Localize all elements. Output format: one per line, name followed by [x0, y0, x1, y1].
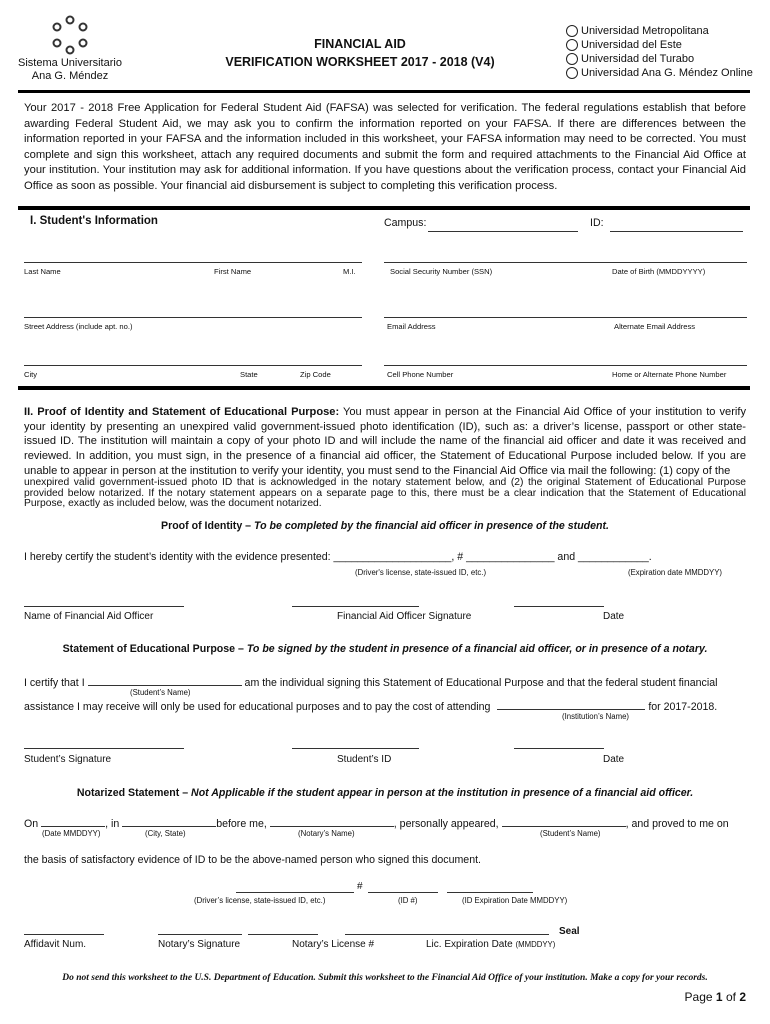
notary-id-type-note: (Driver’s license, state-issued ID, etc.)	[194, 896, 326, 905]
city-field-line[interactable]	[24, 365, 362, 366]
campus-option-este[interactable]: Universidad del Este	[566, 38, 766, 52]
hash-symbol: #	[357, 881, 363, 892]
notary-id-exp-note: (ID Expiration Date MMDDYY)	[462, 896, 568, 905]
officer-date-label: Date	[603, 611, 625, 622]
certify-student-line: I certify that I am the individual signing this Statement of Educational Purpose and that the federal student financial	[24, 674, 717, 689]
campus-option-turabo[interactable]: Universidad del Turabo	[566, 52, 766, 66]
student-date-line[interactable]	[514, 748, 604, 749]
basis-text: the basis of satisfactory evidence of ID to be the above-named person who signed this document.	[24, 854, 481, 866]
officer-date-line[interactable]	[514, 606, 604, 607]
notary-id-number-note: (ID #)	[398, 896, 418, 905]
officer-name-label: Name of Financial Aid Officer	[24, 611, 154, 622]
logo-icon	[50, 14, 90, 56]
institution-name-field[interactable]	[497, 698, 645, 710]
intro-paragraph: Your 2017 - 2018 Free Application for Federal Student Aid (FAFSA) was selected for verification. The federal regulations establish that before awarding Federal Student Aid, we may ask you to confirm the information reported on your FAFSA. If there are differences between the information reported in your FAFSA and the information included in this worksheet, your FAFSA information may need to be corrected. You must complete and sign this worksheet, attach any required documents and submit the form and required attachments to the Financial Aid Office at your institution. Your institution may ask for additional information. If you have questions about the verification process, contact your Financial Aid Office as soon as possible. Your financial aid disbursement is subject to completing this verification process.	[24, 102, 746, 192]
notary-license-line[interactable]	[345, 934, 549, 935]
state-label: State	[240, 370, 258, 379]
affidavit-label: Affidavit Num.	[24, 939, 87, 950]
dob-label: Date of Birth (MMDDYYYY)	[612, 267, 706, 276]
section2-heading: II. Proof of Identity and Statement of Educational Purpose:	[24, 406, 340, 418]
notary-city-field[interactable]	[122, 815, 216, 827]
expiration-note: (Expiration date MMDDYY)	[628, 568, 723, 577]
ssn-label: Social Security Number (SSN)	[390, 267, 493, 276]
email-field-line[interactable]	[384, 317, 747, 318]
student-name-note: (Student’s Name)	[130, 688, 191, 697]
last-name-label: Last Name	[24, 267, 61, 276]
officer-signature-label: Financial Aid Officer Signature	[337, 611, 472, 622]
notary-id-number-line[interactable]	[368, 892, 438, 893]
student-name-field[interactable]	[88, 674, 242, 686]
logo	[50, 14, 90, 56]
radio-icon[interactable]	[566, 25, 578, 37]
radio-icon[interactable]	[566, 53, 578, 65]
notary-signature-line-2[interactable]	[248, 934, 318, 935]
radio-icon[interactable]	[566, 67, 578, 79]
notary-student-name-field[interactable]	[502, 815, 626, 827]
first-name-label: First Name	[214, 267, 252, 276]
email-label: Email Address	[387, 322, 436, 331]
notary-id-type-line[interactable]	[236, 892, 354, 893]
phone-field-line[interactable]	[384, 365, 747, 366]
notary-signature-label: Notary’s Signature	[158, 939, 241, 950]
page-number: Page 1 of 2	[684, 990, 746, 1004]
notary-name-field[interactable]	[270, 815, 394, 827]
notary-student-note: (Student’s Name)	[540, 829, 601, 838]
student-id-label: Student’s ID	[337, 754, 392, 765]
zip-label: Zip Code	[300, 370, 331, 379]
campus-label: Campus:	[384, 217, 427, 229]
footer-note: Do not send this worksheet to the U.S. Department of Education. Submit this worksheet to the Financial Aid Office of your institution. Make a copy for your records.	[62, 973, 708, 983]
campus-option-metropolitana[interactable]: Universidad Metropolitana	[566, 24, 766, 38]
notary-license-label: Notary’s License #	[292, 939, 375, 950]
section2-paragraph-cont: unexpired valid government-issued photo ID that is acknowledged in the notary statement below, and (2) the original Statement of Educational Purpose provided below notarized. If the notary statement appears on a separate page to this, there must be a clear indication that the Statement of Educational Purpose, exactly as included below, was the document notarized.	[24, 477, 746, 510]
student-signature-label: Student’s Signature	[24, 754, 112, 765]
notary-name-note: (Notary’s Name)	[298, 829, 355, 838]
officer-signature-line[interactable]	[292, 606, 419, 607]
notary-date-note: (Date MMDDYY)	[42, 829, 101, 838]
statement-heading: Statement of Educational Purpose – To be signed by the student in presence of a financial aid officer, or in presence of a notary.	[62, 643, 708, 655]
section2-divider	[18, 386, 750, 390]
notary-id-exp-line[interactable]	[447, 892, 533, 893]
page-title: FINANCIAL AID VERIFICATION WORKSHEET 2017 - 2018 (V4)	[225, 37, 495, 69]
id-label: ID:	[590, 217, 604, 229]
institution-note: (Institution’s Name)	[562, 712, 630, 721]
seal-label: Seal	[559, 926, 580, 937]
section1-heading: I. Student's Information	[30, 215, 158, 227]
license-expiration-label: Lic. Expiration Date (MMDDYY)	[426, 939, 556, 950]
id-field[interactable]	[610, 231, 743, 232]
mi-label: M.I.	[343, 267, 356, 276]
campus-options	[566, 24, 766, 80]
street-field-line[interactable]	[24, 317, 362, 318]
home-phone-label: Home or Alternate Phone Number	[612, 370, 727, 379]
notary-city-note: (City, State)	[145, 829, 186, 838]
section2-paragraph: II. Proof of Identity and Statement of Educational Purpose: You must appear in person at the Financial Aid Office of your institution to verify your identity by presenting an unexpired valid government-issued photo identification (ID), such as: a driver’s license, passport or other state-issued ID. The institution will maintain a copy of your photo ID and will include the name of the financial aid officer and date it was received and reviewed. In addition, you must sign, in the presence of a financial aid officer, the Statement of Educational Purpose included below. If you are unable to appear in person at the institution to verify your identity, you must send to the Financial Aid Office via mail the following: (1) copy of the	[24, 406, 746, 477]
radio-icon[interactable]	[566, 39, 578, 51]
notary-date-field[interactable]	[41, 815, 105, 827]
notary-heading: Notarized Statement – Not Applicable if the student appear in person at the institution in presence of a financial aid officer.	[76, 787, 694, 799]
affidavit-line[interactable]	[24, 934, 104, 935]
street-label: Street Address (include apt. no.)	[24, 322, 133, 331]
cell-label: Cell Phone Number	[387, 370, 454, 379]
student-signature-line[interactable]	[24, 748, 184, 749]
org-name: Sistema Universitario Ana G. Méndez	[18, 57, 122, 82]
student-date-label: Date	[603, 754, 625, 765]
officer-name-line[interactable]	[24, 606, 184, 607]
city-label: City	[24, 370, 38, 379]
student-id-line[interactable]	[292, 748, 419, 749]
header-divider	[18, 90, 750, 93]
section1-divider	[18, 206, 750, 210]
campus-field[interactable]	[428, 231, 578, 232]
proof-heading: Proof of Identity – To be completed by the financial aid officer in presence of the student.	[161, 520, 609, 532]
drivers-license-note: (Driver's license, state-issued ID, etc.)	[355, 568, 487, 577]
campus-option-online[interactable]: Universidad Ana G. Méndez Online	[566, 66, 766, 80]
certify-identity-text: I hereby certify the student’s identity with the evidence presented: ____________________, # _______________ and ____________.	[24, 551, 652, 563]
alt-email-label: Alternate Email Address	[614, 322, 696, 331]
notary-on-line: On , in before me, , personally appeared, , and proved to me on	[24, 815, 729, 830]
name-field-line[interactable]	[24, 262, 362, 263]
ssn-dob-field-line[interactable]	[384, 262, 747, 263]
assistance-line: assistance I may receive will only be used for educational purposes and to pay the cost of attending for 2017-2018.	[24, 698, 717, 713]
notary-signature-line[interactable]	[158, 934, 242, 935]
